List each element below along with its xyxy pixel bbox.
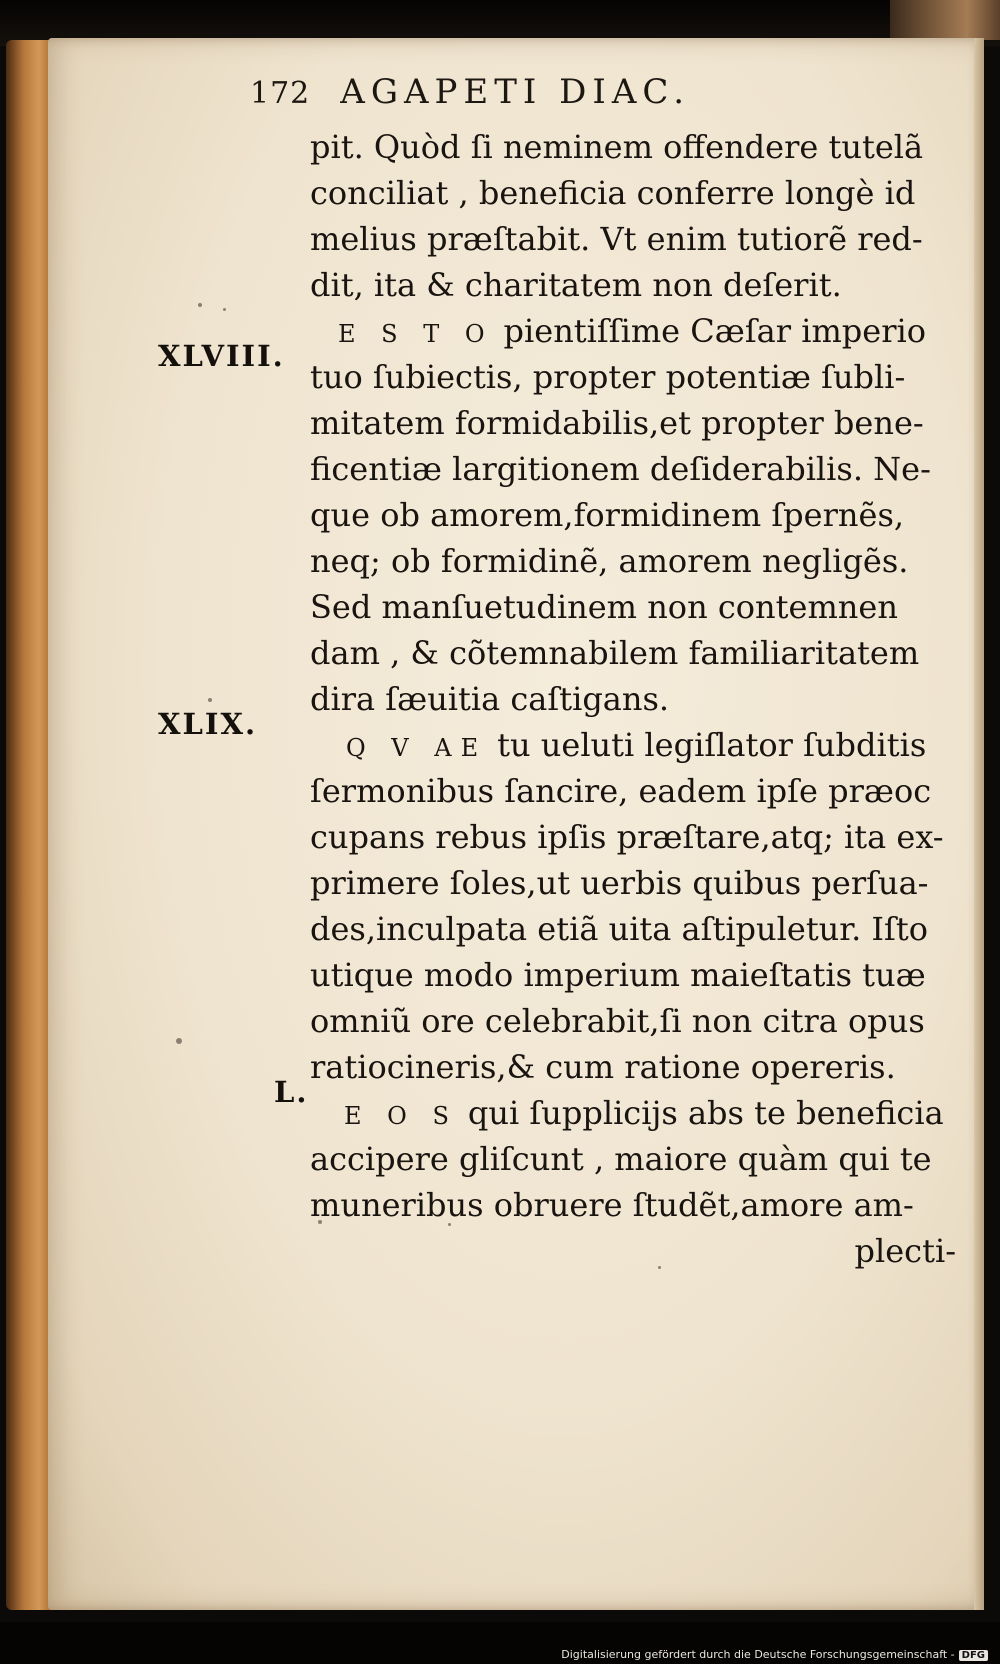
text-line: melius præſtabit. Vt enim tutiorẽ red-: [310, 220, 923, 258]
text-line: muneribus obruere ſtudẽt,amore am-: [310, 1186, 914, 1224]
text-line: dam , & cõtemnabilem familiaritatem: [310, 634, 920, 672]
digitization-credit: [561, 1648, 988, 1661]
section-opening-xlix: Q V AE: [346, 734, 488, 762]
running-header: [250, 72, 690, 112]
text-line: neq; ob formidinẽ, amorem negligẽs.: [310, 542, 909, 580]
text-line: tuo ſubiectis, propter potentiæ ſubli-: [310, 358, 906, 396]
section-number-xlix: XLIX.: [158, 707, 258, 741]
text-line: accipere gliſcunt , maiore quàm qui te: [310, 1140, 932, 1178]
text-line: des,inculpata etiã uita aſtipuletur. Iſto: [310, 910, 929, 948]
text-line-fragment: qui ſupplicijs abs te beneficia: [467, 1094, 944, 1132]
section-opening-line: [310, 308, 956, 354]
text-line: pit. Quòd ſi neminem offendere tutelã: [310, 128, 924, 166]
page-number: 172: [250, 76, 311, 111]
text-line: que ob amorem,formidinem ſpernẽs,: [310, 496, 905, 534]
text-line: dira ſæuitia caſtigans.: [310, 680, 670, 718]
running-title: AGAPETI DIAC.: [340, 72, 690, 112]
section-opening-xlviii: E S T O: [338, 320, 494, 348]
text-line: ficentiæ largitionem deſiderabilis. Ne-: [310, 450, 931, 488]
text-line-fragment: pientiſſime Cæſar imperio: [503, 312, 927, 350]
text-line: cupans rebus ipſis præſtare,atq; ita ex-: [310, 818, 944, 856]
text-line: Sed manſuetudinem non contemnen: [310, 588, 898, 626]
section-opening-line: [310, 1090, 956, 1136]
section-number-l: L.: [274, 1075, 309, 1109]
credit-text: Digitalisierung gefördert durch die Deutsche Forschungsgemeinschaft -: [561, 1648, 955, 1661]
text-line-fragment: tu ueluti legiſlator ſubditis: [497, 726, 927, 764]
page-edge-shadow: [974, 38, 984, 1610]
text-line: ſermonibus ſancire, eadem ipſe præoc: [310, 772, 932, 810]
text-line: dit, ita & charitatem non deſerit.: [310, 266, 842, 304]
body-text: [310, 124, 956, 1274]
text-line: utique modo imperium maieſtatis tuæ: [310, 956, 926, 994]
section-number-xlviii: XLVIII.: [158, 339, 285, 373]
text-line: ratiocineris,& cum ratione opereris.: [310, 1048, 896, 1086]
section-opening-l: E O S: [344, 1102, 458, 1130]
text-line: mitatem formidabilis,et propter bene-: [310, 404, 924, 442]
text-line: omniũ ore celebrabit,ſi non citra opus: [310, 1002, 925, 1040]
text-line: primere ſoles,ut uerbis quibus perſua-: [310, 864, 929, 902]
section-opening-line: [310, 722, 956, 768]
dfg-logo-icon: DFG: [959, 1650, 988, 1661]
book-cover-corner: [890, 0, 1000, 40]
text-line: conciliat , beneficia conferre longè id: [310, 174, 916, 212]
catchword: plecti-: [854, 1232, 956, 1270]
